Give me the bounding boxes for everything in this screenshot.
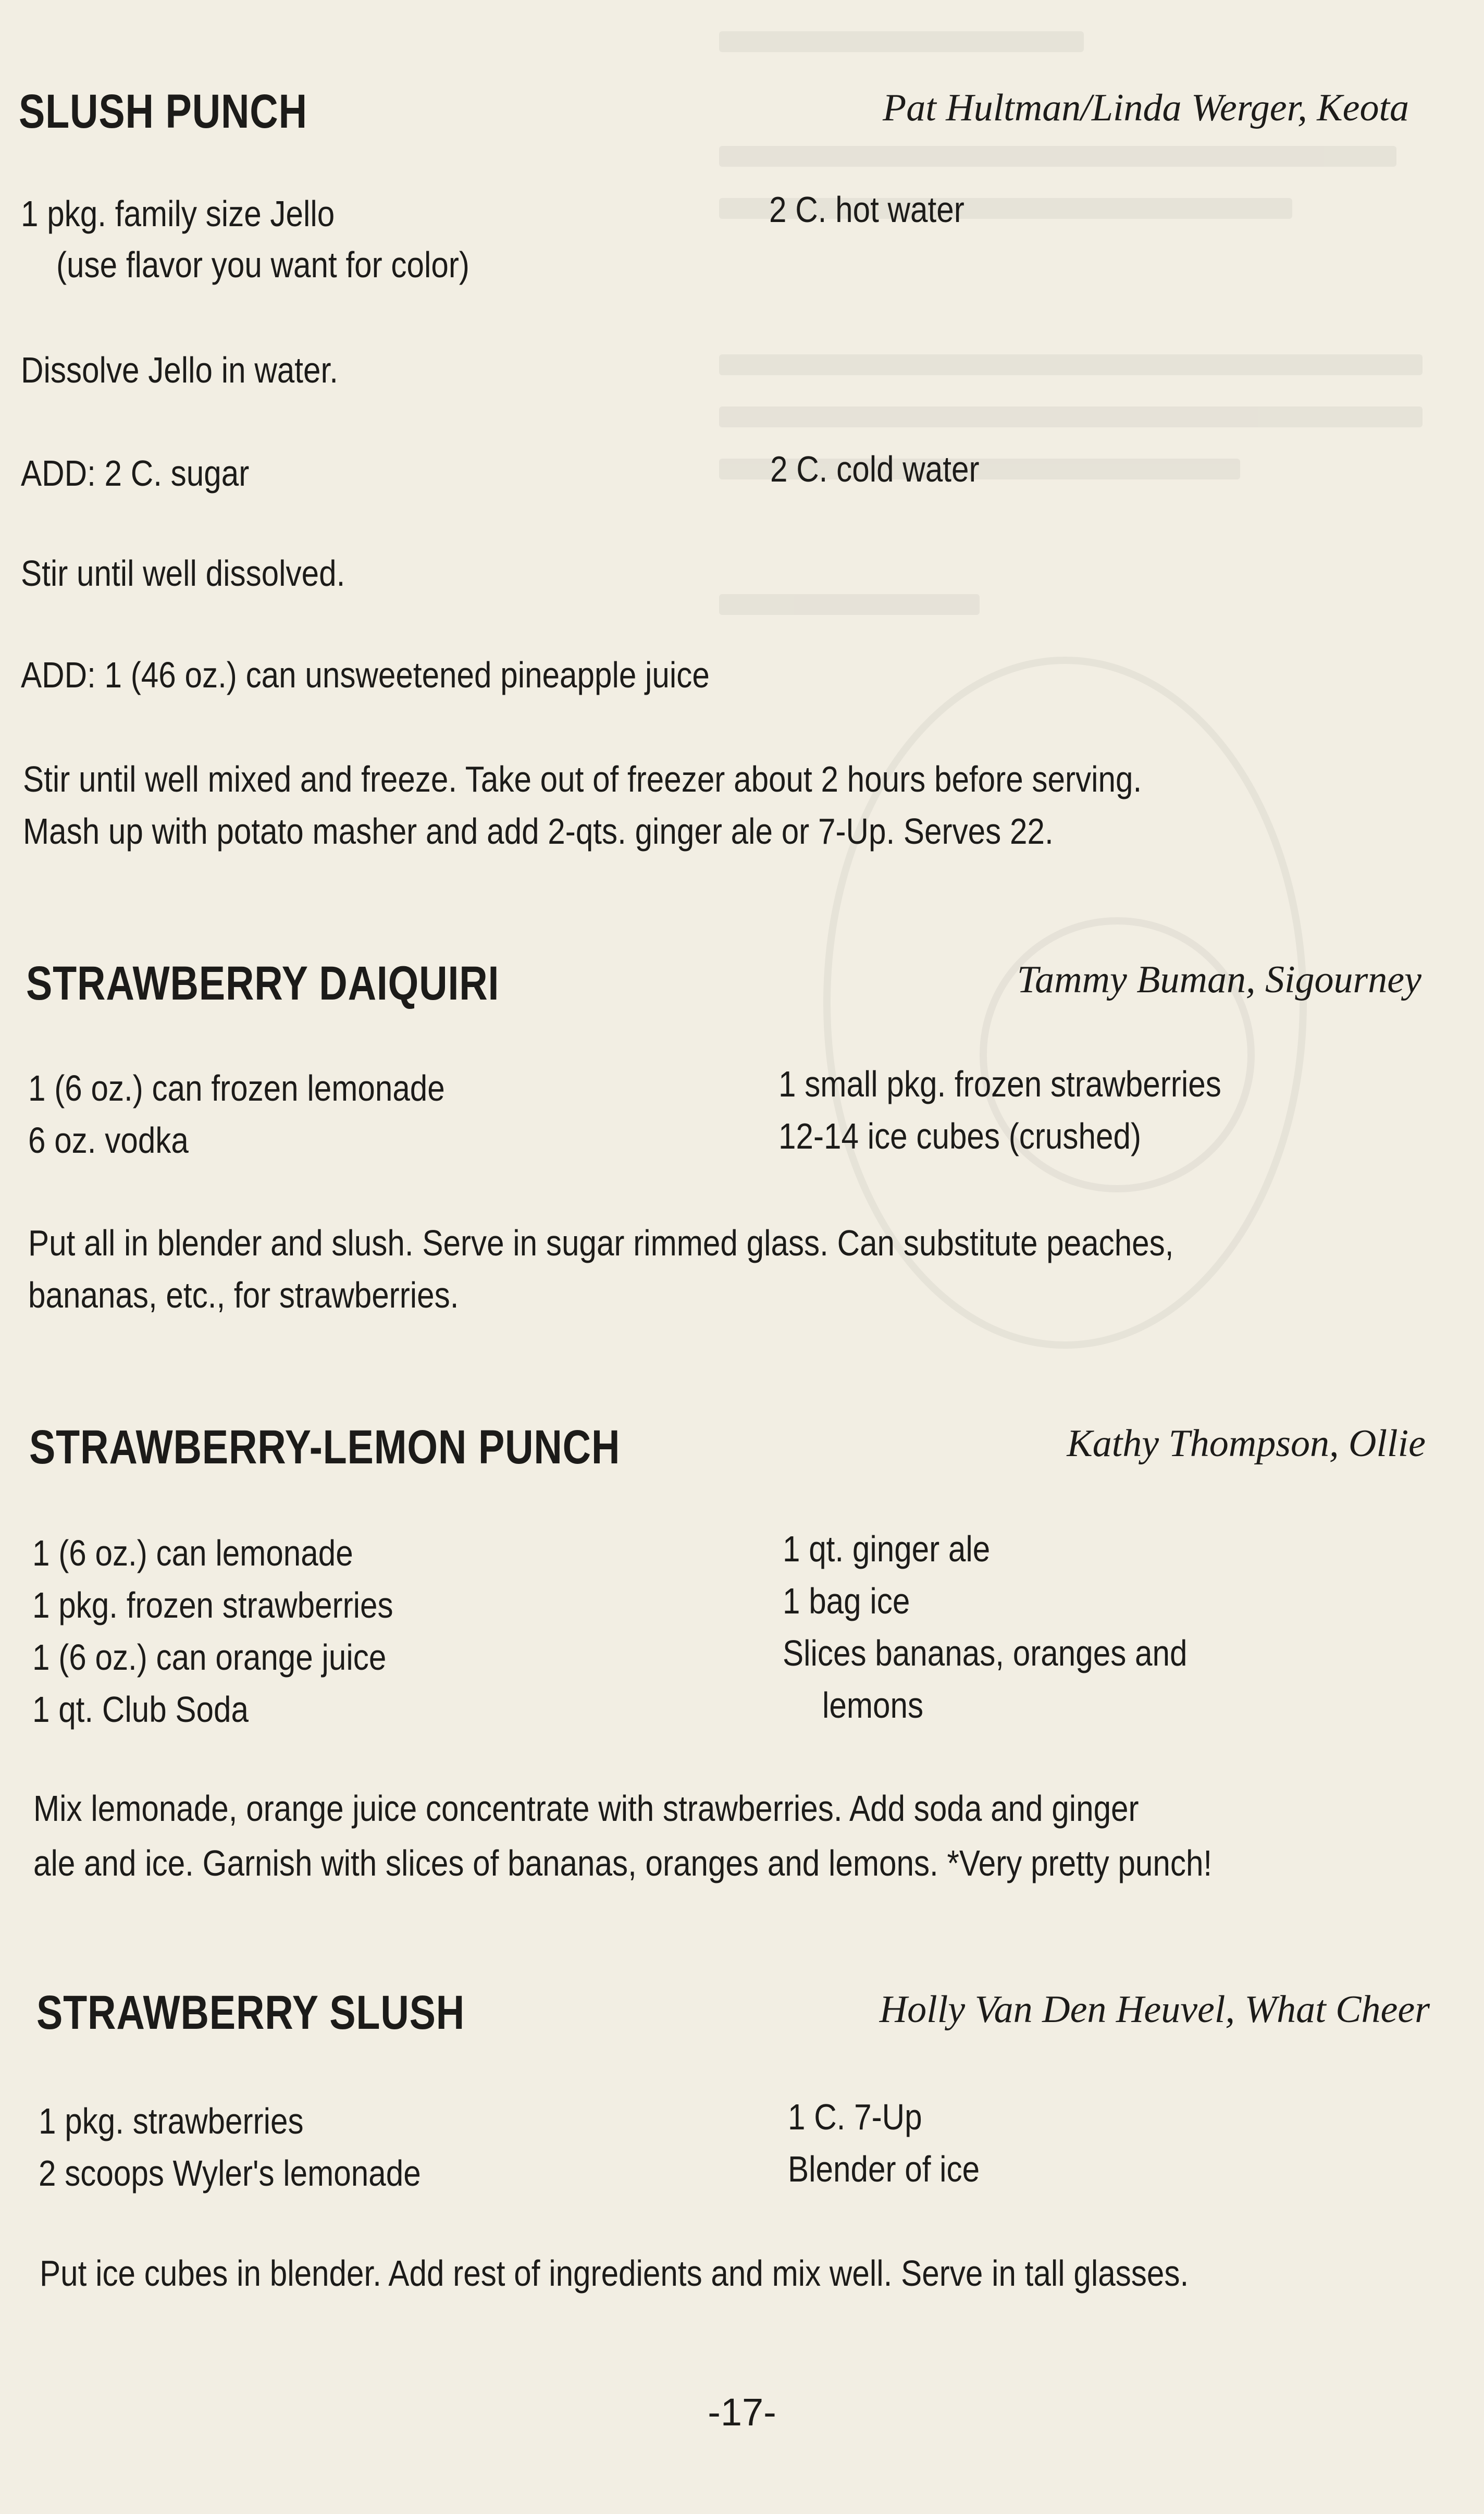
recipe-title: STRAWBERRY-LEMON PUNCH: [29, 1421, 621, 1474]
ingredient-right: 1 small pkg. frozen strawberries: [778, 1064, 1221, 1104]
ingredient-right: Blender of ice: [788, 2149, 980, 2189]
instruction-line: Mix lemonade, orange juice concentrate with strawberries. Add soda and ginger: [33, 1788, 1139, 1829]
instruction-line: bananas, etc., for strawberries.: [28, 1275, 459, 1315]
ingredient-right: 2 C. hot water: [769, 189, 964, 230]
ingredient-left: 2 scoops Wyler's lemonade: [39, 2153, 421, 2193]
ingredient-left: (use flavor you want for color): [56, 244, 469, 285]
ingredient-right: 2 C. cold water: [770, 449, 980, 489]
ingredient-left: 6 oz. vodka: [28, 1120, 189, 1161]
recipe-title: STRAWBERRY DAIQUIRI: [26, 957, 500, 1010]
instruction-line: Put ice cubes in blender. Add rest of ingredients and mix well. Serve in tall glasses.: [40, 2253, 1189, 2294]
ingredient-right: lemons: [822, 1685, 924, 1726]
ingredient-left: 1 pkg. family size Jello: [21, 193, 335, 234]
ingredient-right: 1 bag ice: [783, 1581, 910, 1621]
instruction-line: Dissolve Jello in water.: [21, 350, 338, 390]
recipe-author: Pat Hultman/Linda Werger, Keota: [883, 87, 1409, 129]
ingredient-right: 12-14 ice cubes (crushed): [778, 1116, 1142, 1156]
ingredient-left: 1 pkg. strawberries: [39, 2101, 304, 2141]
instruction-line: ADD: 1 (46 oz.) can unsweetened pineapple juice: [21, 655, 710, 695]
recipe-title: STRAWBERRY SLUSH: [36, 1986, 465, 2039]
recipe-author: Kathy Thompson, Ollie: [1067, 1422, 1426, 1465]
ingredient-left: 1 (6 oz.) can orange juice: [32, 1637, 387, 1678]
instruction-line: ADD: 2 C. sugar: [21, 453, 250, 494]
instruction-line: Stir until well dissolved.: [21, 553, 345, 594]
ingredient-right: Slices bananas, oranges and: [783, 1633, 1188, 1673]
recipe-author: Tammy Buman, Sigourney: [1017, 958, 1421, 1001]
instruction-line: Mash up with potato masher and add 2-qts. ginger ale or 7-Up. Serves 22.: [23, 811, 1054, 852]
ingredient-left: 1 (6 oz.) can lemonade: [32, 1533, 353, 1573]
ingredient-left: 1 (6 oz.) can frozen lemonade: [28, 1068, 445, 1108]
page-number: -17-: [708, 2390, 776, 2434]
ingredient-left: 1 qt. Club Soda: [32, 1689, 249, 1730]
ingredient-right: 1 C. 7-Up: [788, 2097, 922, 2137]
instruction-line: Put all in blender and slush. Serve in sugar rimmed glass. Can substitute peaches,: [28, 1223, 1174, 1263]
ingredient-left: 1 pkg. frozen strawberries: [32, 1585, 393, 1625]
recipe-title: SLUSH PUNCH: [19, 85, 307, 138]
recipe-author: Holly Van Den Heuvel, What Cheer: [879, 1988, 1430, 2031]
instruction-line: ale and ice. Garnish with slices of bananas, oranges and lemons. *Very pretty punch!: [33, 1843, 1213, 1883]
ingredient-right: 1 qt. ginger ale: [783, 1529, 991, 1569]
instruction-line: Stir until well mixed and freeze. Take out of freezer about 2 hours before serving.: [23, 759, 1142, 799]
